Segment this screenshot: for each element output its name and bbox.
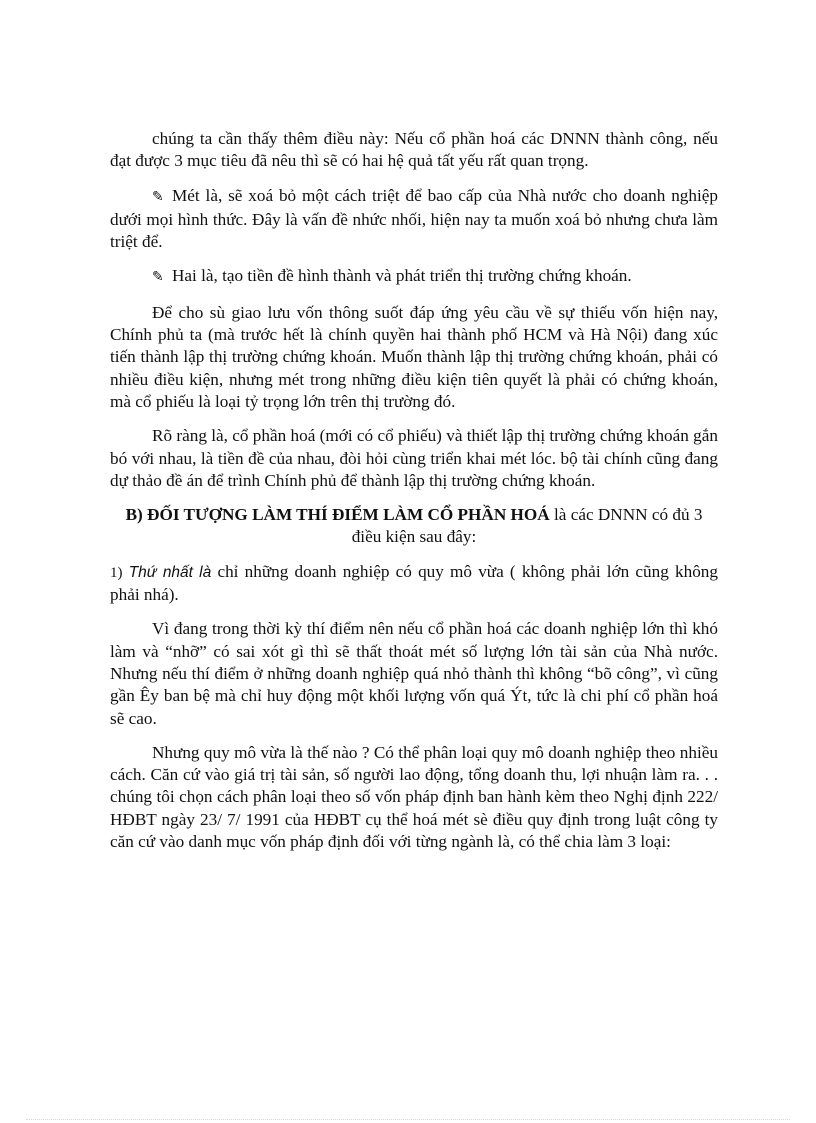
paragraph-second-consequence bbox=[110, 265, 718, 289]
item-text: chỉ những doanh nghiệp có quy mô vừa ( không phải lớn cũng không phải nhá). bbox=[110, 561, 718, 605]
paragraph-stock-market: Để cho sù giao lưu vốn thông suốt đáp ứng yêu cầu về sự thiếu vốn hiện nay, Chính phủ ta (mà trước hết là chính quyền hai thành phố HCM và Hà Nội) đang xúc tiến thành lập thị trường chứng khoán. Muốn thành lập thị trường chứng khoán, phải có nhiều điều kiện, nhưng mét trong những điều kiện tiên quyết là phải có chứng khoán, mà cổ phiếu là loại tỷ trọng lớn trên thị trường đó. bbox=[110, 302, 718, 411]
hand-pointing-icon: ✎ bbox=[152, 270, 164, 286]
item-number: 1) bbox=[110, 564, 123, 581]
document-page bbox=[110, 128, 718, 865]
paragraph-pilot-reasoning: Vì đang trong thời kỳ thí điểm nên nếu cổ phần hoá các doanh nghiệp lớn thì khó làm và “nhỡ” có sai xót gì thì sẽ thất thoát mét số lượng lớn tài sản của Nhà nước. Nhưng nếu thí điểm ở những doanh nghiệp quá nhỏ thành thì không “bõ công”, vì cũng gần Êy ban bệ mà chỉ huy động một khối lượng vốn quá Ýt, tức là chi phí cổ phần hoá sẽ cao. bbox=[110, 619, 718, 728]
paragraph-linkage: Rõ ràng là, cổ phần hoá (mới có cổ phiếu) và thiết lập thị trường chứng khoán gắn bó với nhau, là tiền đề của nhau, đòi hỏi cùng triển khai mét lóc. bộ tài chính cũng đang dự thảo đề án để trình Chính phủ để thành lập thị trường chứng khoán. bbox=[110, 426, 718, 490]
paragraph-first-consequence bbox=[110, 185, 718, 254]
section-heading-b bbox=[110, 504, 718, 549]
section-heading-rest: là các DNNN có đủ 3 điều kiện sau đây: bbox=[351, 505, 703, 547]
paragraph-first-consequence-text: Mét là, sẽ xoá bỏ một cách triệt để bao cấp của Nhà nước cho doanh nghiệp dưới mọi hình thức. Đây là vấn đề nhức nhối, hiện nay ta muốn xoá bỏ nhưng chưa làm triệt để. bbox=[110, 185, 718, 252]
page-bottom-divider bbox=[26, 1119, 790, 1120]
item-lead: Thứ nhất là bbox=[128, 563, 212, 581]
section-heading-title: B) ĐỐI TƯỢNG LÀM THÍ ĐIỂM LÀM CỔ PHẦN HOÁ bbox=[125, 505, 550, 525]
paragraph-second-consequence-text: Hai là, tạo tiền đề hình thành và phát triển thị trường chứng khoán. bbox=[172, 266, 632, 286]
numbered-item-1 bbox=[110, 561, 718, 607]
paragraph-size-classification: Nhưng quy mô vừa là thế nào ? Có thể phân loại quy mô doanh nghiệp theo nhiều cách. Căn cứ vào giá trị tài sản, số người lao động, tổng doanh thu, lợi nhuận làm ra. . . chúng tôi chọn cách phân loại theo số vốn pháp định ban hành kèm theo Nghị định 222/ HĐBT ngày 23/ 7/ 1991 của HĐBT cụ thể hoá mét sè điều quy định trong luật công ty căn cứ vào danh mục vốn pháp định đối với từng ngành là, có thể chia làm 3 loại: bbox=[110, 742, 718, 852]
hand-pointing-icon: ✎ bbox=[152, 189, 164, 205]
paragraph-consequences-intro: chúng ta cần thấy thêm điều này: Nếu cổ phần hoá các DNNN thành công, nếu đạt được 3 mục tiêu đã nêu thì sẽ có hai hệ quả tất yếu rất quan trọng. bbox=[110, 129, 718, 171]
